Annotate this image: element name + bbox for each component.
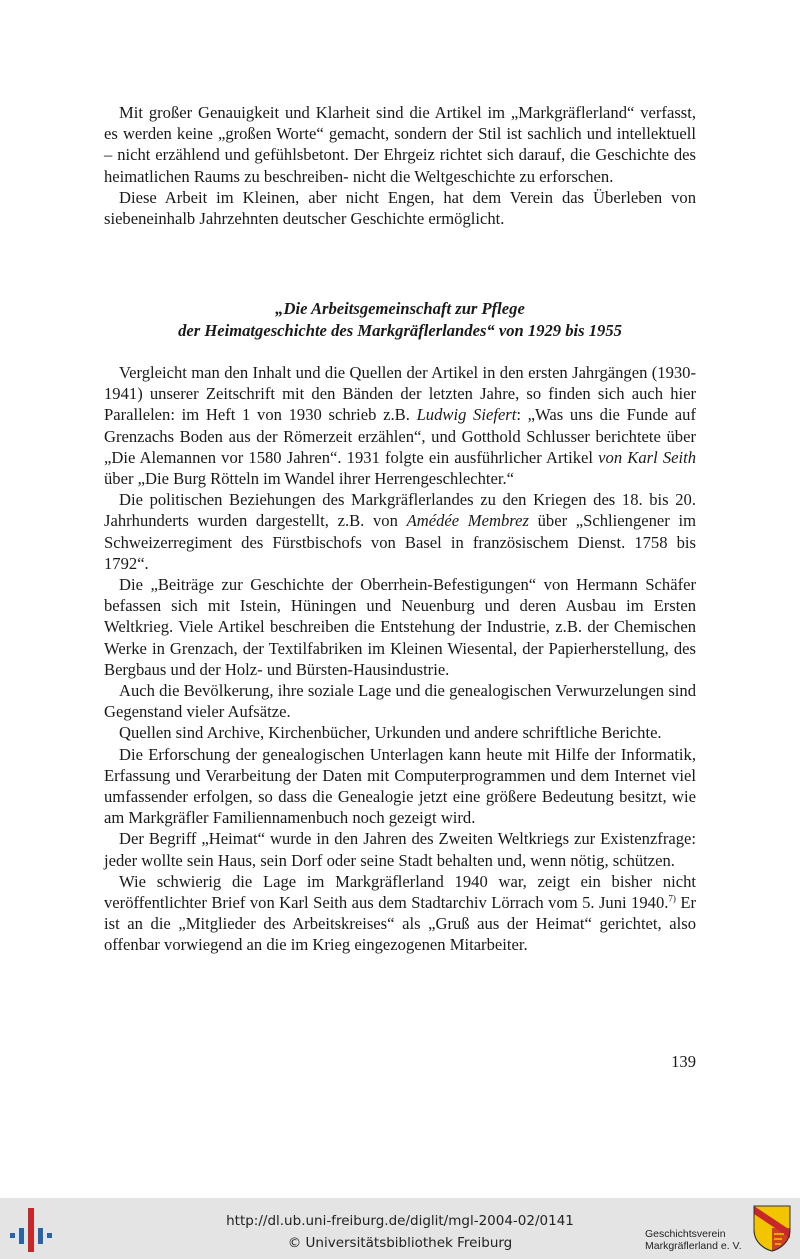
footer-bar	[0, 1198, 800, 1259]
text-run: Vergleicht man den Inhalt und die Quellen der Artikel in den ersten Jahrgängen (1930-1941) unserer Zeitschrift mit den Bänden der letzten Jahre, so finden sich auch hier Parallelen: im Heft 1 von 1930 schrieb z.B.	[104, 363, 696, 425]
coat-of-arms-icon	[752, 1204, 792, 1252]
permalink-link[interactable]: http://dl.ub.uni-freiburg.de/diglit/mgl-2004-02/0141	[226, 1213, 574, 1229]
paragraph: Diese Arbeit im Kleinen, aber nicht Engen, hat dem Verein das Überleben von siebeneinhalb Jahrzehnten deutscher Geschichte ermöglicht.	[104, 187, 696, 229]
author-name: Ludwig Siefert	[416, 405, 517, 425]
paragraph: Auch die Bevölkerung, ihre soziale Lage und die genealogischen Verwurzelungen sind Gegenstand vieler Aufsätze.	[104, 681, 696, 722]
paragraph: Die „Beiträge zur Geschichte der Oberrhein-Befestigungen“ von Hermann Schäfer befassen sich mit Istein, Hüningen und Neuenburg und deren Ausbau im Ersten Weltkrieg. Viele Artikel beschreiben die Entstehung der Industrie, z.B. der Chemischen Werke in Grenzach, der Textilfabriken im Kleinen Wiesental, der Papierherstellung, des Bergbaus und der Holz- und Bürsten-Hausindustrie.	[104, 575, 696, 679]
heading-line: der Heimatgeschichte des Markgräflerlandes“ von 1929 bis 1955	[178, 320, 622, 340]
author-name: Amédée Membrez	[406, 511, 529, 531]
society-line: Geschichtsverein	[645, 1228, 726, 1240]
paragraph: Mit großer Genauigkeit und Klarheit sind die Artikel im „Markgräflerland“ verfasst, es werden keine „großen Worte“ gemacht, sondern der Stil ist sachlich und intellektuell – nicht erzählend und gefühlsbetont. Der Ehrgeiz richtet sich darauf, die Geschichte des heimatlichen Raums zu beschreiben- nicht die Weltgeschichte zu erforschen.	[104, 103, 696, 186]
text-run: Die politischen Beziehungen des Markgräflerlandes zu den Kriegen des 18. bis 20. Jahrhunderts wurden dargestellt, z.B. von	[104, 490, 696, 531]
author-name: von Karl Seith	[598, 447, 696, 467]
copyright-text: © Universitätsbibliothek Freiburg	[287, 1235, 513, 1251]
society-name	[645, 1228, 742, 1252]
paragraph: Quellen sind Archive, Kirchenbücher, Urkunden und andere schriftliche Berichte.	[119, 723, 662, 743]
main-section	[104, 362, 696, 956]
intro-section	[104, 102, 696, 229]
society-line: Markgräflerland e. V.	[645, 1240, 742, 1252]
paragraph	[104, 489, 696, 574]
text-run: Wie schwierig die Lage im Markgräflerland 1940 war, zeigt ein bisher nicht veröffentlichter Brief von Karl Seith aus dem Stadtarchiv Lörrach vom 5. Juni 1940.	[104, 871, 696, 913]
footnote-marker: 7)	[668, 893, 676, 904]
paragraph	[104, 871, 696, 956]
text-run: über „Die Burg Rötteln im Wandel ihrer Herrengeschlechter.“	[104, 469, 514, 489]
section-heading	[104, 298, 696, 341]
page-number: 139	[671, 1052, 696, 1071]
paragraph	[104, 362, 696, 489]
paragraph: Der Begriff „Heimat“ wurde in den Jahren des Zweiten Weltkriegs zur Existenzfrage: jeder wollte sein Haus, sein Dorf oder seine Stadt behalten und, wenn nötig, schützen.	[104, 829, 696, 870]
heading-line: „Die Arbeitsgemeinschaft zur Pflege	[275, 299, 525, 318]
paragraph: Die Erforschung der genealogischen Unterlagen kann heute mit Hilfe der Informatik, Erfassung und Verarbeitung der Daten mit Computerprogrammen und dem Internet viel umfassender erfolgen, so dass die Genealogie jetzt eine größere Bedeutung besitzt, wie am Markgräfler Familiennamenbuch noch gezeigt wird.	[104, 744, 696, 828]
text-run: über „Schliengener im Schweizerregiment des Fürstbischofs von Basel in französischem Dienst. 1758 bis 1792“.	[104, 511, 696, 573]
text-run: Er ist an die „Mitglieder des Arbeitskreises“ als „Gruß aus der Heimat“ gerichtet, also offenbar vorwiegend an die im Krieg eingezogenen Mitarbeiter.	[104, 893, 696, 955]
text-run: : „Was uns die Funde auf Grenzachs Boden aus der Römerzeit erzählen“, und Gotthold Schlusser berichtete über „Die Alemannen vor 1580 Jahren“. 1931 folgte ein ausführlicher Artikel	[104, 405, 696, 467]
